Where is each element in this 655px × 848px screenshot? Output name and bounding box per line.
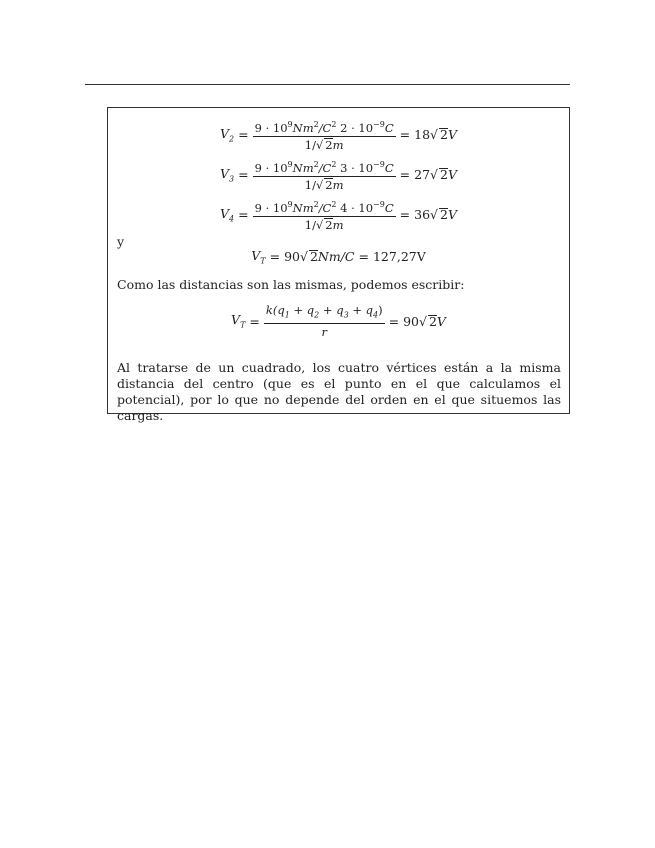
equation-v2: $V_2$ = $\frac{9 \cdot 10^9Nm^2/C^2 2 \cdot 10^{-9}C}{1/√ 2m}$ = 18√ 2V [220,120,457,152]
equation-vt-general: $V_T$ = $\frac{k(q_1 + q_2 + q_3 + q_4)}{r}$ = 90√ 2V [231,303,446,340]
intro-sentence: Como las distancias son las mismas, podemos escribir: [117,277,465,292]
solution-box [107,107,570,423]
equation-v4: $V_4$ = $\frac{9 \cdot 10^9Nm^2/C^2 4 \cdot 10^{-9}C}{1/√ 2m}$ = 36√ 2V [220,200,457,232]
conclusion-paragraph: Al tratarse de un cuadrado, los cuatro vértices están a la misma distancia del centro (que es el punto en el que calculamos el potencial), por lo que no depende del orden en el que situemos las cargas. [117,360,561,423]
equation-vt-total: $V_T$ = 90√ 2Nm/C = 127,27V [251,248,426,266]
header-rule [85,84,570,85]
equation-v3: $V_3$ = $\frac{9 \cdot 10^9Nm^2/C^2 3 \cdot 10^{-9}C}{1/√ 2m}$ = 27√ 2V [220,160,457,192]
connector-text: y [117,234,125,249]
